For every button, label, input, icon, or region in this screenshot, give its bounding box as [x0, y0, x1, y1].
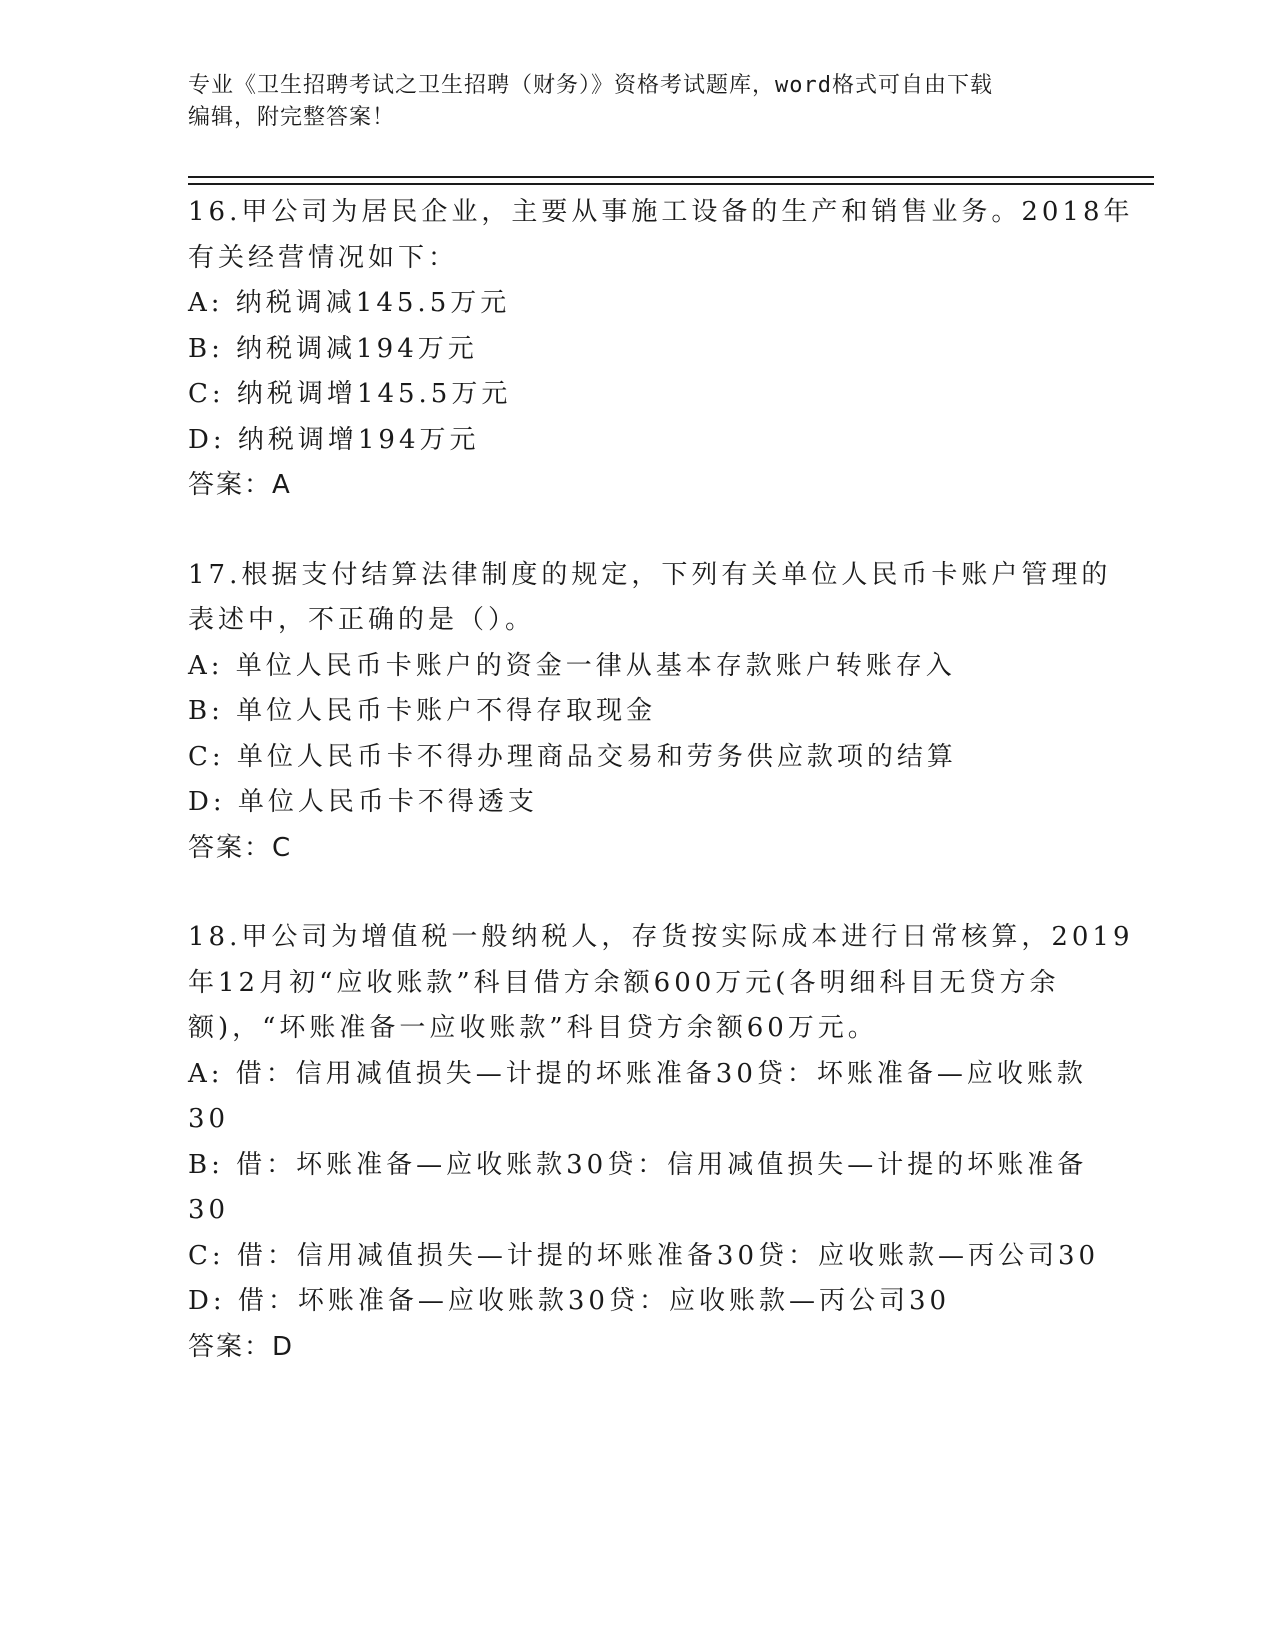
question-list	[188, 190, 1134, 1414]
option-a: A: 借：信用减值损失—计提的坏账准备30贷：坏账准备—应收账款	[188, 1058, 1087, 1089]
answer-label: 答案：C	[188, 832, 293, 863]
option-a: A: 单位人民币卡账户的资金一律从基本存款账户转账存入	[188, 650, 956, 681]
question-17	[188, 553, 1112, 872]
header-line-2: 编辑，附完整答案！	[188, 105, 396, 130]
option-a: A: 纳税调减145.5万元	[188, 288, 511, 318]
document-header	[188, 70, 1088, 134]
question-16	[188, 190, 1134, 509]
option-c: C: 借：信用减值损失—计提的坏账准备30贷：应收账款—丙公司30	[188, 1240, 1100, 1271]
option-c: C: 单位人民币卡不得办理商品交易和劳务供应款项的结算	[188, 741, 957, 772]
option-b: B: 单位人民币卡账户不得存取现金	[188, 696, 657, 726]
option-d: D: 借：坏账准备—应收账款30贷：应收账款—丙公司30	[188, 1286, 951, 1316]
question-stem-line: 17.根据支付结算法律制度的规定，下列有关单位人民币卡账户管理的	[188, 559, 1112, 590]
header-line-1: 专业《卫生招聘考试之卫生招聘（财务）》资格考试题库，word格式可自由下载	[188, 73, 993, 98]
header-divider-bottom	[188, 183, 1154, 185]
answer-label: 答案：D	[188, 1331, 295, 1362]
answer-label: 答案：A	[188, 470, 292, 500]
option-b: B: 纳税调减194万元	[188, 333, 478, 364]
header-divider-top	[188, 176, 1154, 178]
option-c: C: 纳税调增145.5万元	[188, 379, 512, 409]
option-d: D: 单位人民币卡不得透支	[188, 787, 538, 817]
question-18	[188, 915, 1134, 1370]
question-stem-line: 18.甲公司为增值税一般纳税人，存货按实际成本进行日常核算，2019	[188, 922, 1134, 952]
question-stem-line: 额)，“坏账准备一应收账款”科目贷方余额60万元。	[188, 1013, 878, 1043]
question-stem-line: 年12月初“应收账款”科目借方余额600万元(各明细科目无贷方余	[188, 967, 1060, 998]
question-stem-line: 有关经营情况如下：	[188, 242, 459, 273]
option-b: B: 借：坏账准备—应收账款30贷：信用减值损失—计提的坏账准备	[188, 1149, 1088, 1180]
option-a-continued: 30	[188, 1104, 230, 1134]
option-d: D: 纳税调增194万元	[188, 424, 480, 455]
question-stem-line: 表述中，不正确的是（）。	[188, 605, 536, 635]
question-stem-line: 16.甲公司为居民企业，主要从事施工设备的生产和销售业务。2018年	[188, 197, 1134, 227]
option-b-continued: 30	[188, 1195, 230, 1225]
